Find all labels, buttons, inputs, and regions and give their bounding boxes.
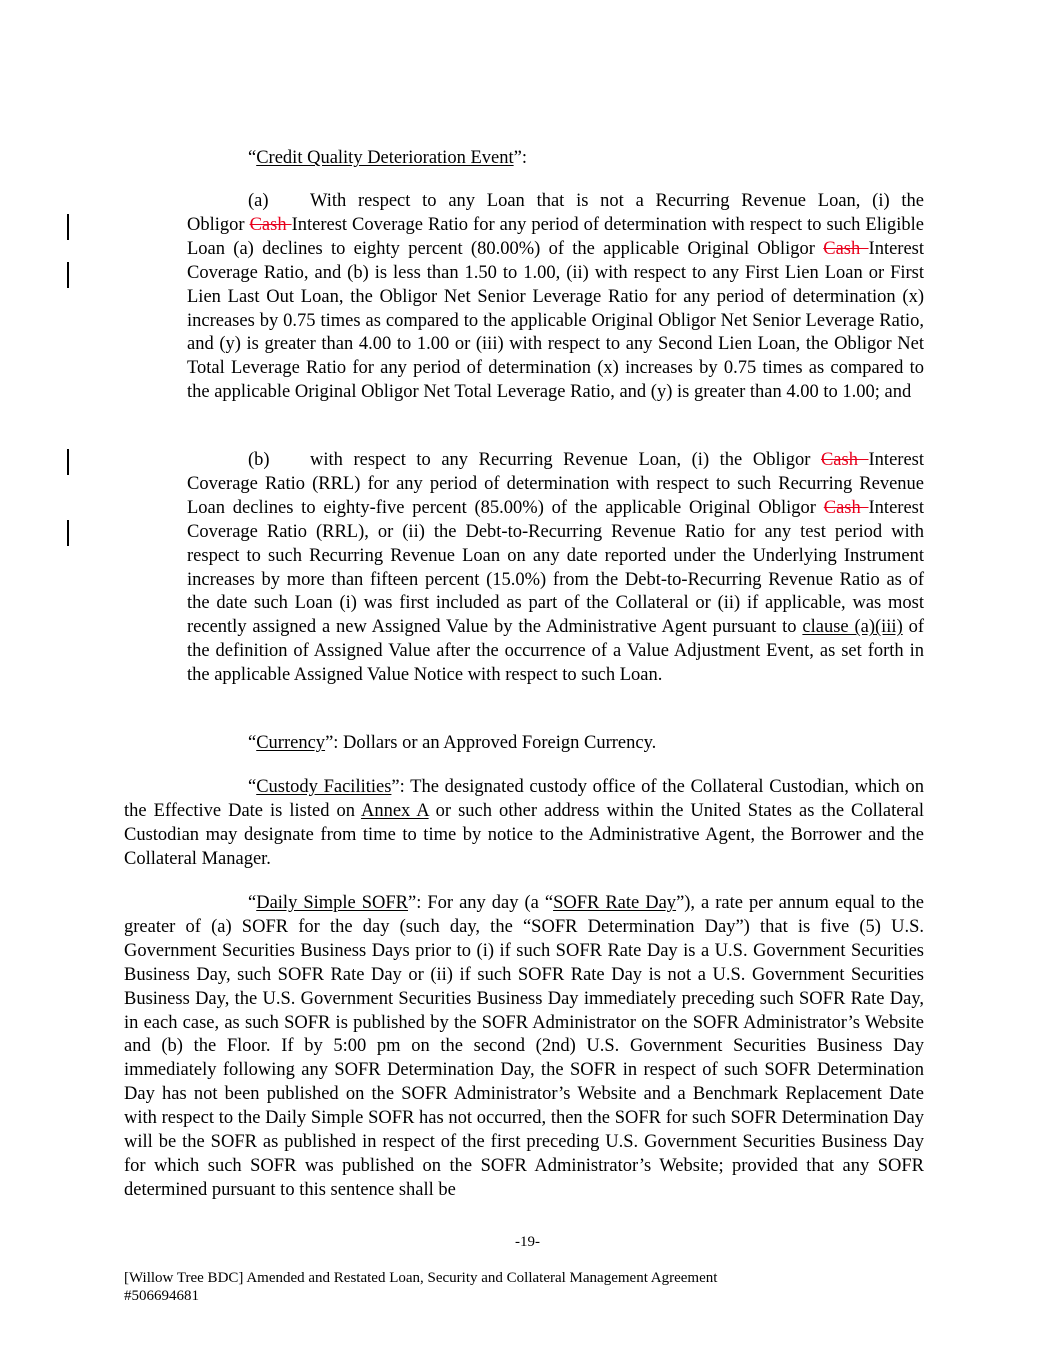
footer-doc-id: #506694681 [124,1288,199,1304]
defined-term: Custody Facilities [256,777,392,797]
page-number: -19- [515,1234,540,1250]
change-bar [67,262,69,288]
defined-term: Currency [256,733,326,753]
clause-text: Interest Coverage Ratio (RRL), or (ii) the Debt-to-Recurring Revenue Ratio for any test period with respect to such Recurring Revenue Loan on any date reported under the Underlying Instrument increases by more than fifteen percent (15.0%) from the Debt-to-Recurring Revenue Ratio as of the date such Loan (i) was first included as part of the Collateral or (ii) if applicable, was most recently assigned a new Assigned Value by the Administrative Agent pursuant to [187,497,924,638]
clause-b [187,449,924,688]
definition-text: or such other address within the United States as the Collateral Custodian may designate from time to time by notice to the Administrative Agent, the Borrower and the Collateral Manager. [124,800,924,869]
clause-text: Interest Coverage Ratio for any period of determination with respect to such Eligible Loan (a) declines to eighty percent (80.00%) of the applicable Original Obligor [187,214,924,259]
deleted-text: Cash [820,450,869,470]
footer [124,1269,717,1305]
deleted-text: Cash [249,214,292,235]
clause-text: Interest Coverage Ratio, and (b) is less than 1.50 to 1.00, (ii) with respect to any First Lien Loan or First Lien Last Out Loan, the Obligor Net Senior Leverage Ratio for any period of determination (x) increases by 0.75 times as compared to the applicable Original Obligor Net Senior Leverage Ratio, and (y) is greater than 4.00 to 1.00 or (iii) with respect to any Second Lien Loan, the Obligor Net Total Leverage Ratio for any period of determination (x) increases by 0.75 times as compared to the applicable Original Obligor Net Total Leverage Ratio, and (y) is greater than 4.00 to 1.00; and [187,238,925,403]
definition-currency: “Currency”: Dollars or an Approved Foreign Currency. [248,733,657,753]
defined-term: SOFR Rate Day [553,893,677,913]
definition-text: : Dollars or an Approved Foreign Currency. [333,733,657,753]
definition-daily-simple-sofr: “Daily Simple SOFR”: For any day (a “SOFR Rate Day”), a rate per annum equal to the greater of (a) SOFR for the day (such day, the “SOFR Determination Day”) that is five (5) U.S. Government Securities Business Days prior to (i) if such SOFR Rate Day is a U.S. Government Securities Business Day, such SOFR Rate Day or (ii) if such SOFR Rate Day is not a U.S. Government Securities Business Day, the U.S. Government Securities Business Day immediately preceding such SOFR Rate Day, in each case, as such SOFR is published by the SOFR Administrator on the SOFR Administrator’s Website and (b) the Floor. If by 5:00 pm on the second (2nd) U.S. Government Securities Business Day immediately following any SOFR Determination Day, the SOFR in respect of such SOFR Determination Day has not been published on the SOFR Administrator’s Website and a Benchmark Replacement Date with respect to the Daily Simple SOFR has not occurred, then the SOFR for such SOFR Determination Day will be the SOFR as published in respect of the first preceding U.S. Government Securities Business Day for which such SOFR was published on the SOFR Administrator’s Website; provided that any SOFR determined pursuant to this sentence shall be [124,893,924,1200]
definition-text: : For any day (a “ [416,893,554,913]
change-bar [67,520,69,546]
footer-title: [Willow Tree BDC] Amended and Restated Loan, Security and Collateral Management Agreement [124,1270,718,1286]
definition-heading-cqde: “Credit Quality Deterioration Event”: [248,148,527,168]
change-bar [67,214,69,240]
change-bar [67,449,69,475]
clause-label: (a) [248,191,269,211]
clause-text: Interest Coverage Ratio (RRL) for any period of determination with respect to such Recurring Revenue Loan declines to eighty-five percent (85.00%) of the applicable Original Obligor [187,450,924,518]
cross-reference: clause (a)(iii) [802,617,903,638]
clause-text: With respect to any Loan that is not a Recurring Revenue Loan, (i) the [310,191,924,211]
clause-text: Obligor [187,214,250,235]
clause-a [187,190,924,405]
annex-reference: Annex A [360,800,429,821]
defined-term: Credit Quality Deterioration Event [256,148,514,168]
deleted-text: Cash [823,497,869,518]
clause-text: of the definition of Assigned Value after the occurrence of a Value Adjustment Event, as set forth in the applicable Assigned Value Notice with respect to such Loan. [187,617,924,686]
defined-term: Daily Simple SOFR [256,893,409,913]
clause-text: with respect to any Recurring Revenue Loan, (i) the Obligor [310,450,821,470]
definition-text: ”), a rate per annum equal to the greater of (a) SOFR for the day (such day, the “SOFR Determination Day”) that is five (5) U.S. Government Securities Business Days prior to (i) if such SOFR Rate Day is a U.S. Government Securities Business Day, such SOFR Rate Day or (ii) if such SOFR Rate Day is not a U.S. Government Securities Business Day, the U.S. Government Securities Business Day immediately preceding such SOFR Rate Day, in each case, as such SOFR is published by the SOFR Administrator on the SOFR Administrator’s Website and (b) the Floor. If by 5:00 pm on the second (2nd) U.S. Government Securities Business Day immediately following any SOFR Determination Day, the SOFR in respect of such SOFR Determination Day has not been published on the SOFR Administrator’s Website and a Benchmark Replacement Date with respect to the Daily Simple SOFR has not occurred, then the SOFR for such SOFR Determination Day will be the SOFR as published in respect of the first preceding U.S. Government Securities Business Day for which such SOFR was published on the SOFR Administrator’s Website; provided that any SOFR determined pursuant to this sentence shall be [124,893,924,1200]
definition-text: : The designated custody office of the Collateral Custodian, which on the Effective Date is listed on [124,777,924,821]
deleted-text: Cash [823,238,869,259]
clause-label: (b) [248,450,270,470]
definition-custody-facilities: “Custody Facilities”: The designated custody office of the Collateral Custodian, which on the Effective Date is listed on Annex A or such other address within the United States as the Collateral Custodian may designate from time to time by notice to the Administrative Agent, the Borrower and the Collateral Manager. [124,777,924,869]
